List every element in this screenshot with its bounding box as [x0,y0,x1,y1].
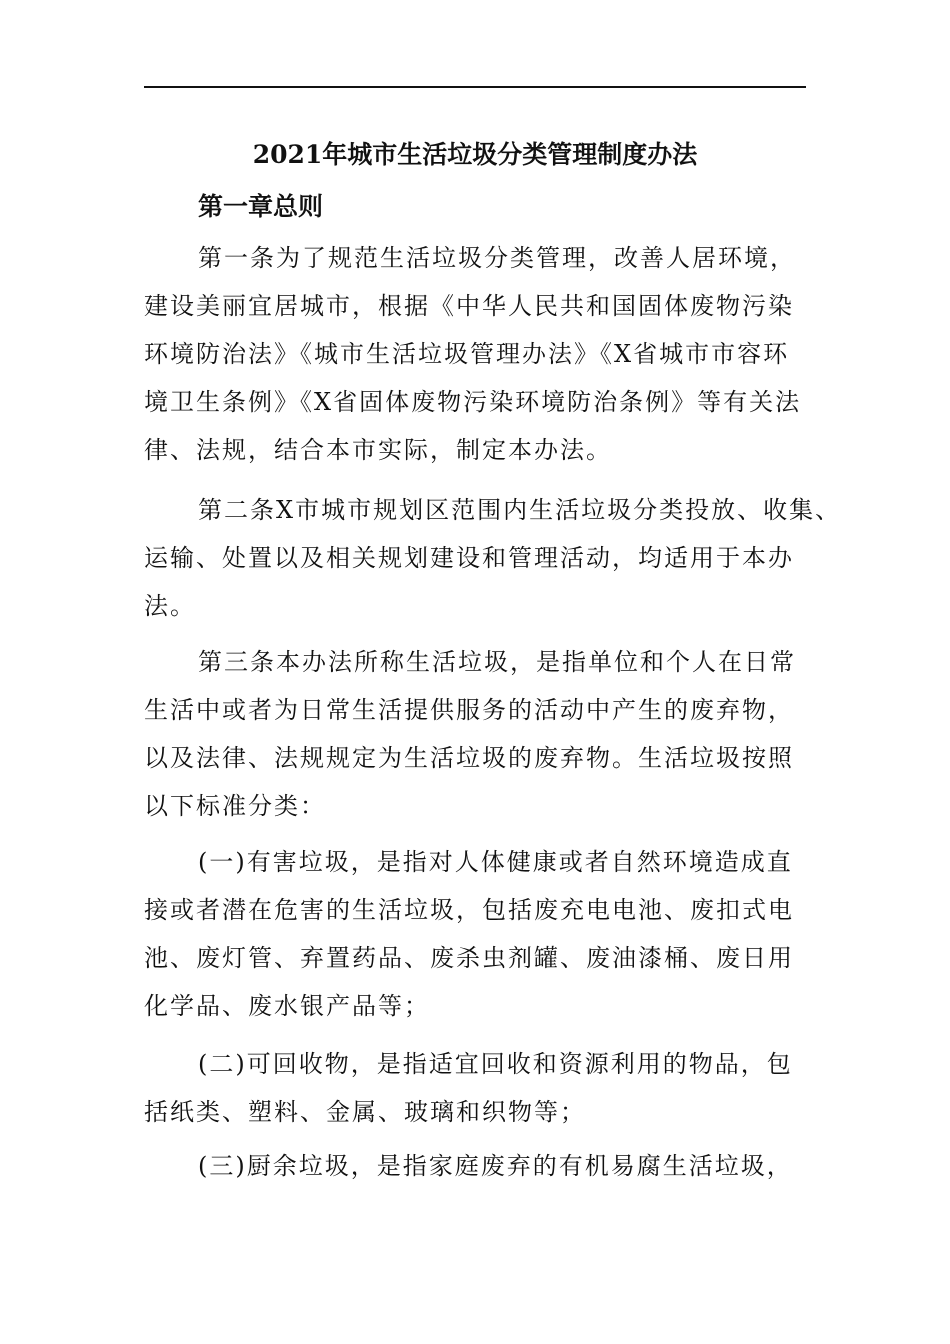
chapter-heading: 第一章总则 [198,192,324,221]
paragraph-line: 第二条X市城市规划区范围内生活垃圾分类投放、收集、 [198,496,842,524]
article-3-paragraph [144,638,806,830]
document-title: 2021年城市生活垃圾分类管理制度办法 [252,140,698,169]
item-3-paragraph [144,1142,806,1190]
paragraph-line: (一)有害垃圾，是指对人体健康或者自然环境造成直 [198,848,793,876]
paragraph-line: 接或者潜在危害的生活垃圾，包括废充电电池、废扣式电 [144,896,794,924]
paragraph-line: 括纸类、塑料、金属、玻璃和织物等； [144,1098,586,1126]
paragraph-line: 以及法律、法规规定为生活垃圾的废弃物。生活垃圾按照 [144,744,794,772]
paragraph-line: (三)厨余垃圾，是指家庭废弃的有机易腐生活垃圾， [198,1152,793,1180]
paragraph-line: 法。 [144,592,196,620]
paragraph-line: 环境防治法》《城市生活垃圾管理办法》《X省城市市容环 [144,340,790,368]
paragraph-line: (二)可回收物，是指适宜回收和资源利用的物品，包 [198,1050,793,1078]
paragraph-line: 以下标准分类： [144,792,326,820]
paragraph-line: 生活中或者为日常生活提供服务的活动中产生的废弃物， [144,696,794,724]
paragraph-line: 化学品、废水银产品等； [144,992,430,1020]
paragraph-line: 第三条本办法所称生活垃圾，是指单位和个人在日常 [198,648,796,676]
item-2-paragraph [144,1040,806,1136]
item-1-paragraph [144,838,806,1030]
paragraph-line: 律、法规，结合本市实际，制定本办法。 [144,436,612,464]
header-rule [144,86,806,88]
paragraph-line: 池、废灯管、弃置药品、废杀虫剂罐、废油漆桶、废日用 [144,944,794,972]
article-2-paragraph [144,486,842,630]
paragraph-line: 第一条为了规范生活垃圾分类管理，改善人居环境， [198,244,796,272]
paragraph-line: 建设美丽宜居城市，根据《中华人民共和国固体废物污染 [144,292,794,320]
paragraph-line: 境卫生条例》《X省固体废物污染环境防治条例》等有关法 [144,388,802,416]
article-1-paragraph [144,234,806,474]
paragraph-line: 运输、处置以及相关规划建设和管理活动，均适用于本办 [144,544,794,572]
